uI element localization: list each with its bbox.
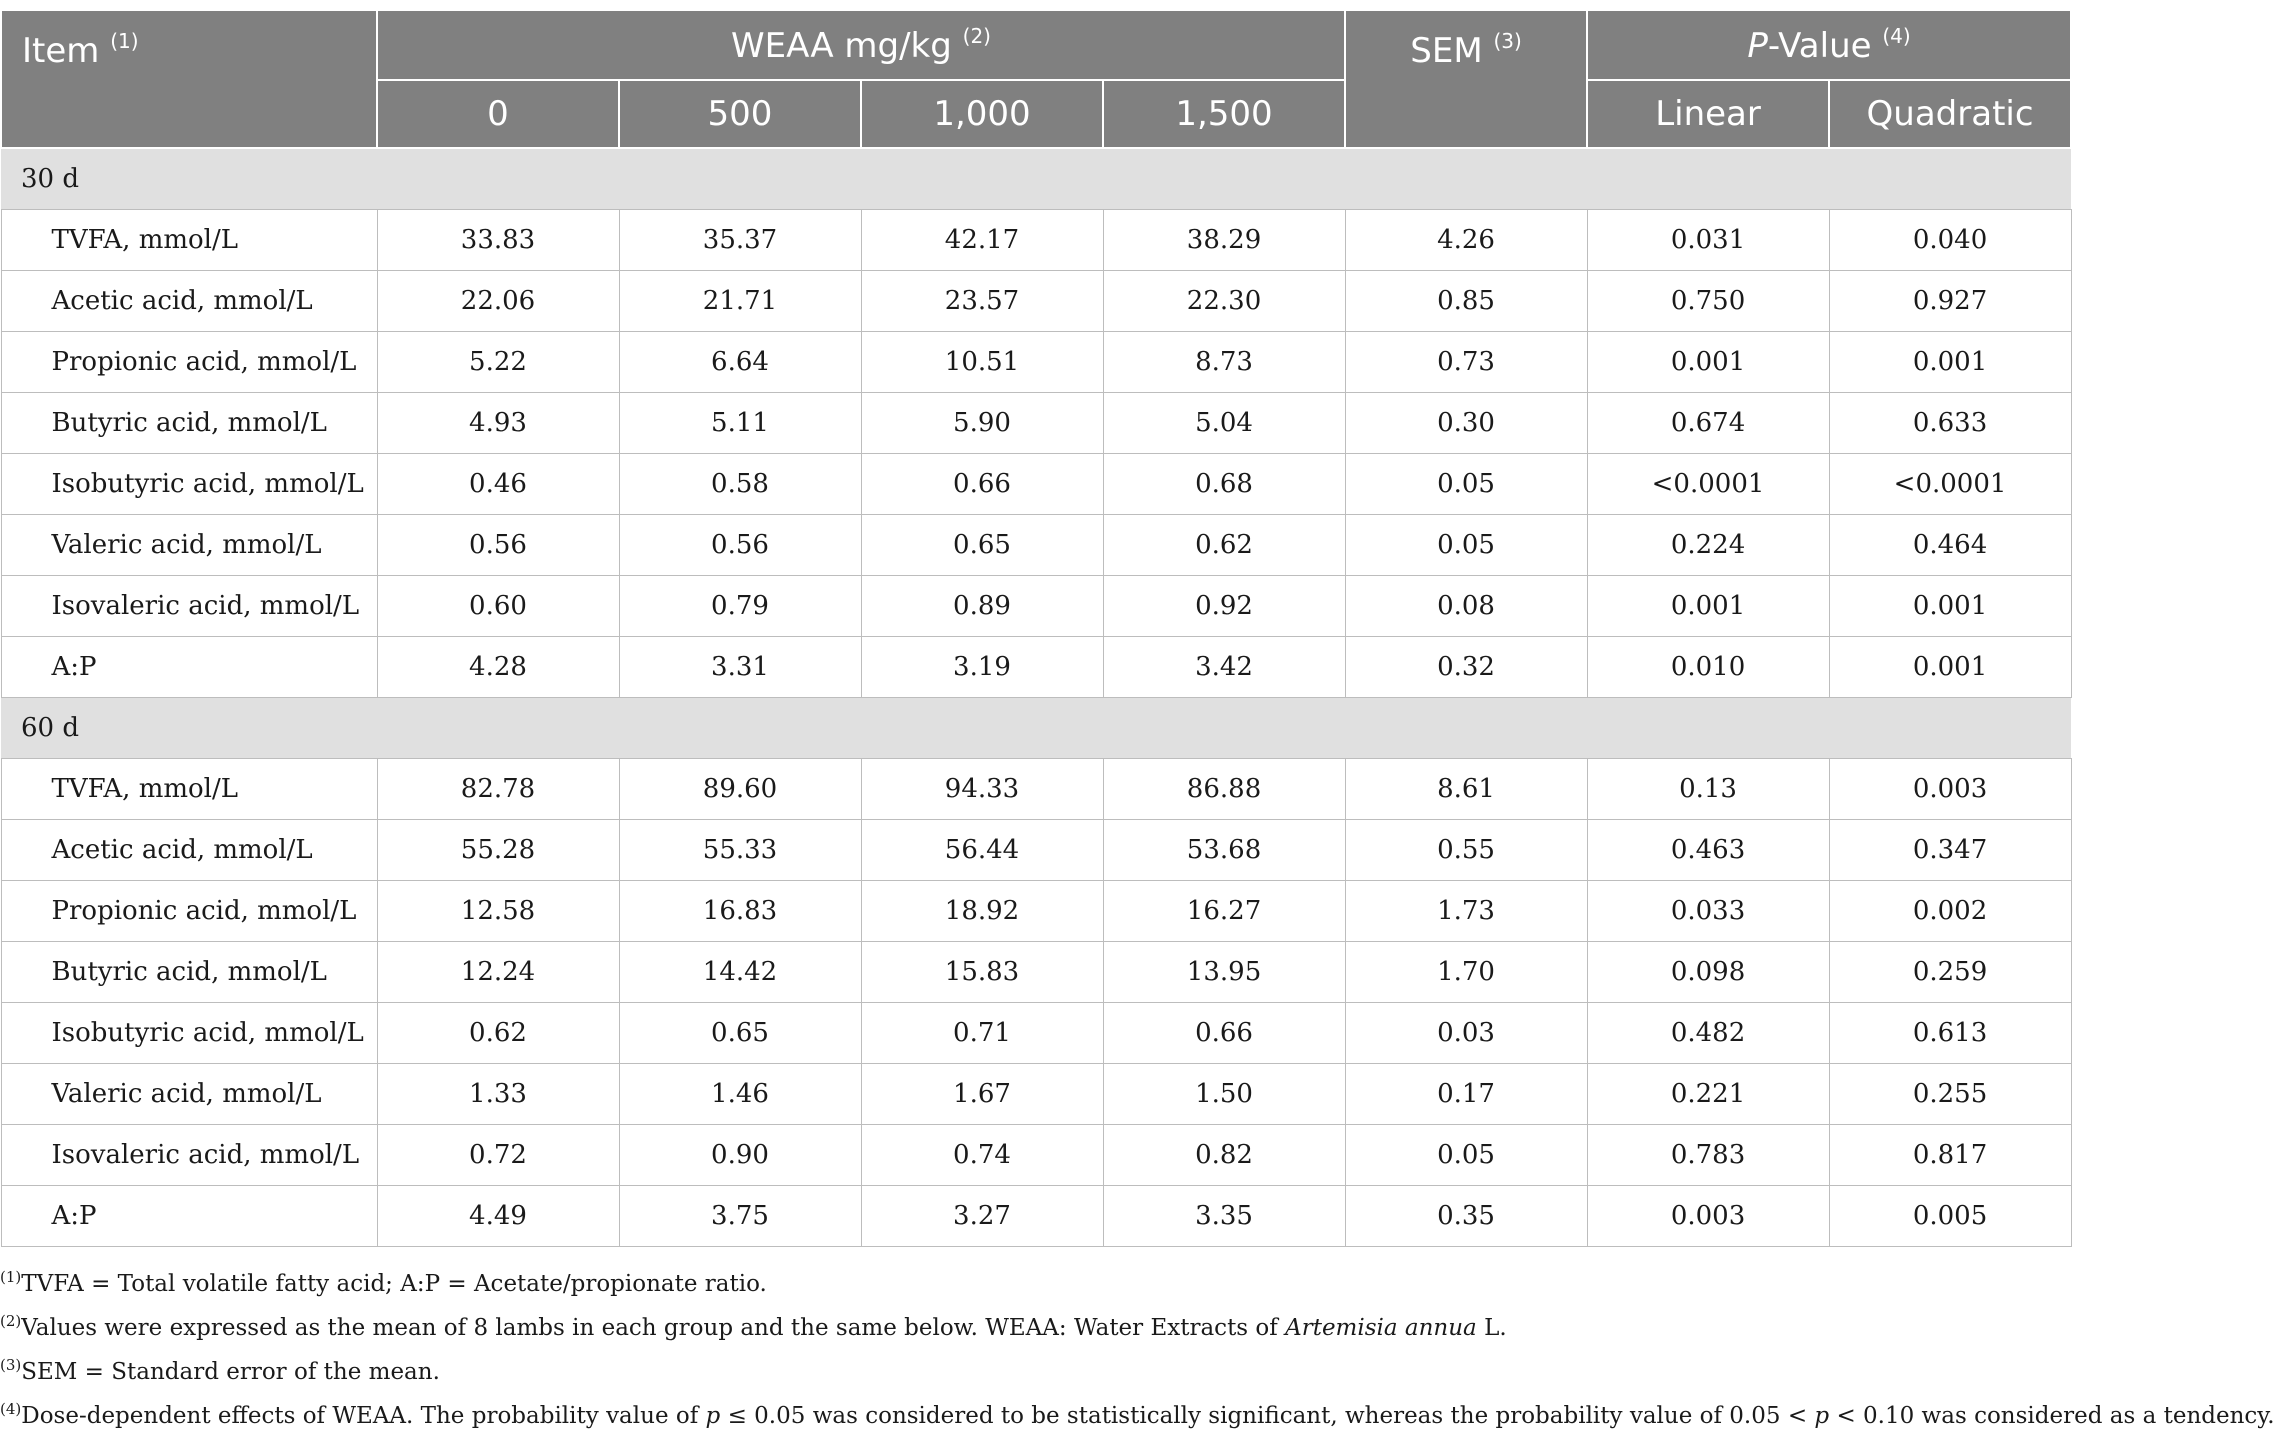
dose-value-cell: 12.24 [377,942,619,1003]
dose-value-cell: 22.06 [377,271,619,332]
linear-pvalue-cell: <0.0001 [1587,454,1829,515]
dose-value-cell: 0.92 [1103,576,1345,637]
sem-cell: 0.30 [1345,393,1587,454]
sem-cell: 0.17 [1345,1064,1587,1125]
row-item-label: Isovaleric acid, mmol/L [1,1125,377,1186]
table-row [1,881,2071,942]
dose-value-cell: 6.64 [619,332,861,393]
table-row [1,1125,2071,1186]
dose-value-cell: 0.58 [619,454,861,515]
table-row [1,454,2071,515]
footnote-1: $^{(1)}$TVFA = Total volatile fatty acid; A:P = Acetate/propionate ratio. [0,1268,767,1297]
quadratic-pvalue-cell: 0.001 [1829,576,2071,637]
linear-pvalue-cell: 0.033 [1587,881,1829,942]
dose-value-cell: 10.51 [861,332,1103,393]
table-row [1,759,2071,820]
quadratic-pvalue-cell: 0.927 [1829,271,2071,332]
dose-value-cell: 3.19 [861,637,1103,698]
linear-pvalue-cell: 0.001 [1587,332,1829,393]
quadratic-pvalue-cell: 0.002 [1829,881,2071,942]
linear-pvalue-cell: 0.750 [1587,271,1829,332]
section-row [1,148,2071,210]
linear-pvalue-cell: 0.001 [1587,576,1829,637]
dose-value-cell: 1.33 [377,1064,619,1125]
header-dose-1500: 1,500 [1103,80,1345,148]
sem-cell: 0.05 [1345,515,1587,576]
section-label: 60 d [1,698,2071,759]
quadratic-pvalue-cell: 0.613 [1829,1003,2071,1064]
row-item-label: Isobutyric acid, mmol/L [1,454,377,515]
row-item-label: Butyric acid, mmol/L [1,942,377,1003]
table-row [1,515,2071,576]
table-header [1,10,2071,148]
quadratic-pvalue-cell: 0.633 [1829,393,2071,454]
dose-value-cell: 1.50 [1103,1064,1345,1125]
linear-pvalue-cell: 0.674 [1587,393,1829,454]
dose-value-cell: 5.22 [377,332,619,393]
linear-pvalue-cell: 0.003 [1587,1186,1829,1247]
dose-value-cell: 0.60 [377,576,619,637]
dose-value-cell: 3.35 [1103,1186,1345,1247]
sem-cell: 0.03 [1345,1003,1587,1064]
quadratic-pvalue-cell: 0.259 [1829,942,2071,1003]
linear-pvalue-cell: 0.463 [1587,820,1829,881]
sem-cell: 0.85 [1345,271,1587,332]
dose-value-cell: 4.93 [377,393,619,454]
linear-pvalue-cell: 0.221 [1587,1064,1829,1125]
table-row [1,271,2071,332]
dose-value-cell: 21.71 [619,271,861,332]
footnote-4: $^{(4)}$Dose-dependent effects of WEAA. The probability value of p ≤ 0.05 was considered to be statistically significant, whereas the probability value of 0.05 < p < 0.10 was considered as a tendency. [0,1400,2275,1429]
row-item-label: Propionic acid, mmol/L [1,881,377,942]
dose-value-cell: 18.92 [861,881,1103,942]
linear-pvalue-cell: 0.010 [1587,637,1829,698]
sem-cell: 8.61 [1345,759,1587,820]
sem-cell: 0.05 [1345,1125,1587,1186]
dose-value-cell: 0.82 [1103,1125,1345,1186]
dose-value-cell: 1.67 [861,1064,1103,1125]
quadratic-pvalue-cell: 0.003 [1829,759,2071,820]
sem-cell: 1.73 [1345,881,1587,942]
dose-value-cell: 13.95 [1103,942,1345,1003]
row-item-label: Isovaleric acid, mmol/L [1,576,377,637]
header-dose-0: 0 [377,80,619,148]
table-row [1,820,2071,881]
row-item-label: TVFA, mmol/L [1,759,377,820]
dose-value-cell: 56.44 [861,820,1103,881]
table-row [1,576,2071,637]
sem-cell: 0.32 [1345,637,1587,698]
dose-value-cell: 3.42 [1103,637,1345,698]
table-row [1,1003,2071,1064]
dose-value-cell: 3.75 [619,1186,861,1247]
row-item-label: A:P [1,637,377,698]
header-linear: Linear [1587,80,1829,148]
dose-value-cell: 0.65 [861,515,1103,576]
dose-value-cell: 55.33 [619,820,861,881]
header-dose-1000: 1,000 [861,80,1103,148]
dose-value-cell: 0.71 [861,1003,1103,1064]
dose-value-cell: 14.42 [619,942,861,1003]
sem-cell: 0.05 [1345,454,1587,515]
linear-pvalue-cell: 0.098 [1587,942,1829,1003]
header-dose-500: 500 [619,80,861,148]
row-item-label: Butyric acid, mmol/L [1,393,377,454]
dose-value-cell: 12.58 [377,881,619,942]
dose-value-cell: 8.73 [1103,332,1345,393]
row-item-label: TVFA, mmol/L [1,210,377,271]
table-body [1,148,2071,1247]
results-table [0,9,2072,1247]
dose-value-cell: 5.11 [619,393,861,454]
linear-pvalue-cell: 0.783 [1587,1125,1829,1186]
section-row [1,698,2071,759]
dose-value-cell: 0.89 [861,576,1103,637]
linear-pvalue-cell: 0.13 [1587,759,1829,820]
row-item-label: Valeric acid, mmol/L [1,1064,377,1125]
table-row [1,942,2071,1003]
dose-value-cell: 0.74 [861,1125,1103,1186]
row-item-label: Isobutyric acid, mmol/L [1,1003,377,1064]
dose-value-cell: 53.68 [1103,820,1345,881]
table-row [1,393,2071,454]
quadratic-pvalue-cell: 0.817 [1829,1125,2071,1186]
dose-value-cell: 15.83 [861,942,1103,1003]
footnotes [0,1259,2275,1435]
sem-cell: 0.08 [1345,576,1587,637]
table-row [1,637,2071,698]
dose-value-cell: 0.79 [619,576,861,637]
dose-value-cell: 16.83 [619,881,861,942]
dose-value-cell: 3.27 [861,1186,1103,1247]
table-row [1,1186,2071,1247]
dose-value-cell: 3.31 [619,637,861,698]
footnote-3: $^{(3)}$SEM = Standard error of the mean. [0,1356,440,1385]
footnote-2: $^{(2)}$Values were expressed as the mean of 8 lambs in each group and the same below. WEAA: Water Extracts of Artemisia annua L. [0,1312,1507,1341]
quadratic-pvalue-cell: 0.040 [1829,210,2071,271]
table-row [1,210,2071,271]
dose-value-cell: 94.33 [861,759,1103,820]
quadratic-pvalue-cell: 0.005 [1829,1186,2071,1247]
row-item-label: Acetic acid, mmol/L [1,820,377,881]
linear-pvalue-cell: 0.224 [1587,515,1829,576]
dose-value-cell: 0.90 [619,1125,861,1186]
dose-value-cell: 0.56 [619,515,861,576]
table-row [1,1064,2071,1125]
linear-pvalue-cell: 0.031 [1587,210,1829,271]
dose-value-cell: 42.17 [861,210,1103,271]
quadratic-pvalue-cell: 0.347 [1829,820,2071,881]
dose-value-cell: 5.90 [861,393,1103,454]
dose-value-cell: 23.57 [861,271,1103,332]
dose-value-cell: 4.28 [377,637,619,698]
row-item-label: Acetic acid, mmol/L [1,271,377,332]
dose-value-cell: 0.62 [377,1003,619,1064]
row-item-label: Propionic acid, mmol/L [1,332,377,393]
quadratic-pvalue-cell: 0.001 [1829,637,2071,698]
dose-value-cell: 5.04 [1103,393,1345,454]
dose-value-cell: 86.88 [1103,759,1345,820]
header-item: Item $^{(1)}$ [1,10,377,148]
table-row [1,332,2071,393]
sem-cell: 0.35 [1345,1186,1587,1247]
row-item-label: A:P [1,1186,377,1247]
quadratic-pvalue-cell: <0.0001 [1829,454,2071,515]
dose-value-cell: 0.66 [861,454,1103,515]
sem-cell: 1.70 [1345,942,1587,1003]
sem-cell: 0.73 [1345,332,1587,393]
dose-value-cell: 38.29 [1103,210,1345,271]
dose-value-cell: 0.68 [1103,454,1345,515]
section-label: 30 d [1,148,2071,210]
dose-value-cell: 1.46 [619,1064,861,1125]
dose-value-cell: 4.49 [377,1186,619,1247]
header-weaa: WEAA mg/kg $^{(2)}$ [377,10,1345,80]
quadratic-pvalue-cell: 0.464 [1829,515,2071,576]
dose-value-cell: 0.72 [377,1125,619,1186]
header-sem: SEM $^{(3)}$ [1345,10,1587,148]
quadratic-pvalue-cell: 0.255 [1829,1064,2071,1125]
dose-value-cell: 0.62 [1103,515,1345,576]
header-pvalue: P-Value $^{(4)}$ [1587,10,2071,80]
dose-value-cell: 16.27 [1103,881,1345,942]
dose-value-cell: 89.60 [619,759,861,820]
dose-value-cell: 35.37 [619,210,861,271]
sem-cell: 4.26 [1345,210,1587,271]
sem-cell: 0.55 [1345,820,1587,881]
dose-value-cell: 33.83 [377,210,619,271]
header-quadratic: Quadratic [1829,80,2071,148]
dose-value-cell: 0.46 [377,454,619,515]
quadratic-pvalue-cell: 0.001 [1829,332,2071,393]
row-item-label: Valeric acid, mmol/L [1,515,377,576]
dose-value-cell: 0.66 [1103,1003,1345,1064]
dose-value-cell: 22.30 [1103,271,1345,332]
dose-value-cell: 0.65 [619,1003,861,1064]
dose-value-cell: 55.28 [377,820,619,881]
linear-pvalue-cell: 0.482 [1587,1003,1829,1064]
dose-value-cell: 82.78 [377,759,619,820]
dose-value-cell: 0.56 [377,515,619,576]
